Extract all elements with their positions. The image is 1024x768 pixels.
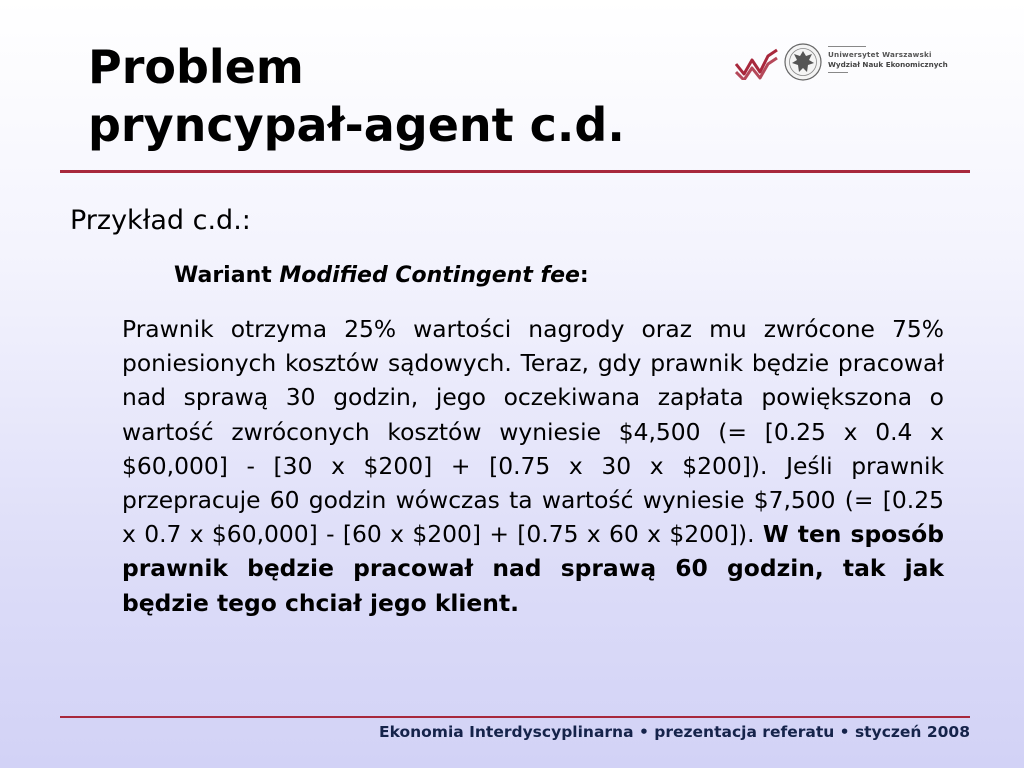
slide-title xyxy=(88,38,625,154)
faculty-mark-icon xyxy=(735,46,779,80)
example-paragraph xyxy=(122,312,944,620)
logo-divider-top xyxy=(828,46,866,47)
university-logo xyxy=(735,42,960,84)
variant-heading xyxy=(174,263,589,288)
university-name xyxy=(828,50,948,70)
slide-title-line2: pryncypał-agent c.d. xyxy=(88,98,625,152)
paragraph-conclusion: W ten sposób prawnik będzie pracował nad sprawą 60 godzin, tak jak będzie tego chciał jego klient. xyxy=(122,520,944,617)
slide-title-line1: Problem xyxy=(88,40,304,94)
variant-prefix: Wariant xyxy=(174,263,280,288)
paragraph-plain: Prawnik otrzyma 25% wartości nagrody oraz mu zwrócone 75% poniesionych kosztów sądowych. Teraz, gdy prawnik będzie pracował nad sprawą 30 godzin, jego oczekiwana zapłata powiększona o wartość zwróconych kosztów wyniesie $4,500 (= [0.25 x 0.4 x $60,000] - [30 x $200] + [0.75 x 30 x $200]). Jeśli prawnik przepracuje 60 godzin wówczas ta wartość wyniesie $7,500 (= [0.25 x 0.7 x $60,000] - [60 x $200] + [0.75 x 60 x $200]). xyxy=(122,315,944,549)
example-subheading: Przykład c.d.: xyxy=(70,205,251,236)
variant-name: Modified Contingent fee xyxy=(279,263,580,288)
title-divider xyxy=(60,170,970,173)
footer-text: Ekonomia Interdyscyplinarna • prezentacja referatu • styczeń 2008 xyxy=(378,723,970,741)
logo-divider-bottom xyxy=(828,72,848,73)
university-eagle-seal-icon xyxy=(783,42,823,82)
university-name-line2: Wydział Nauk Ekonomicznych xyxy=(828,60,948,69)
university-name-line1: Uniwersytet Warszawski xyxy=(828,50,932,59)
footer-divider xyxy=(60,716,970,718)
variant-suffix: : xyxy=(579,263,589,288)
